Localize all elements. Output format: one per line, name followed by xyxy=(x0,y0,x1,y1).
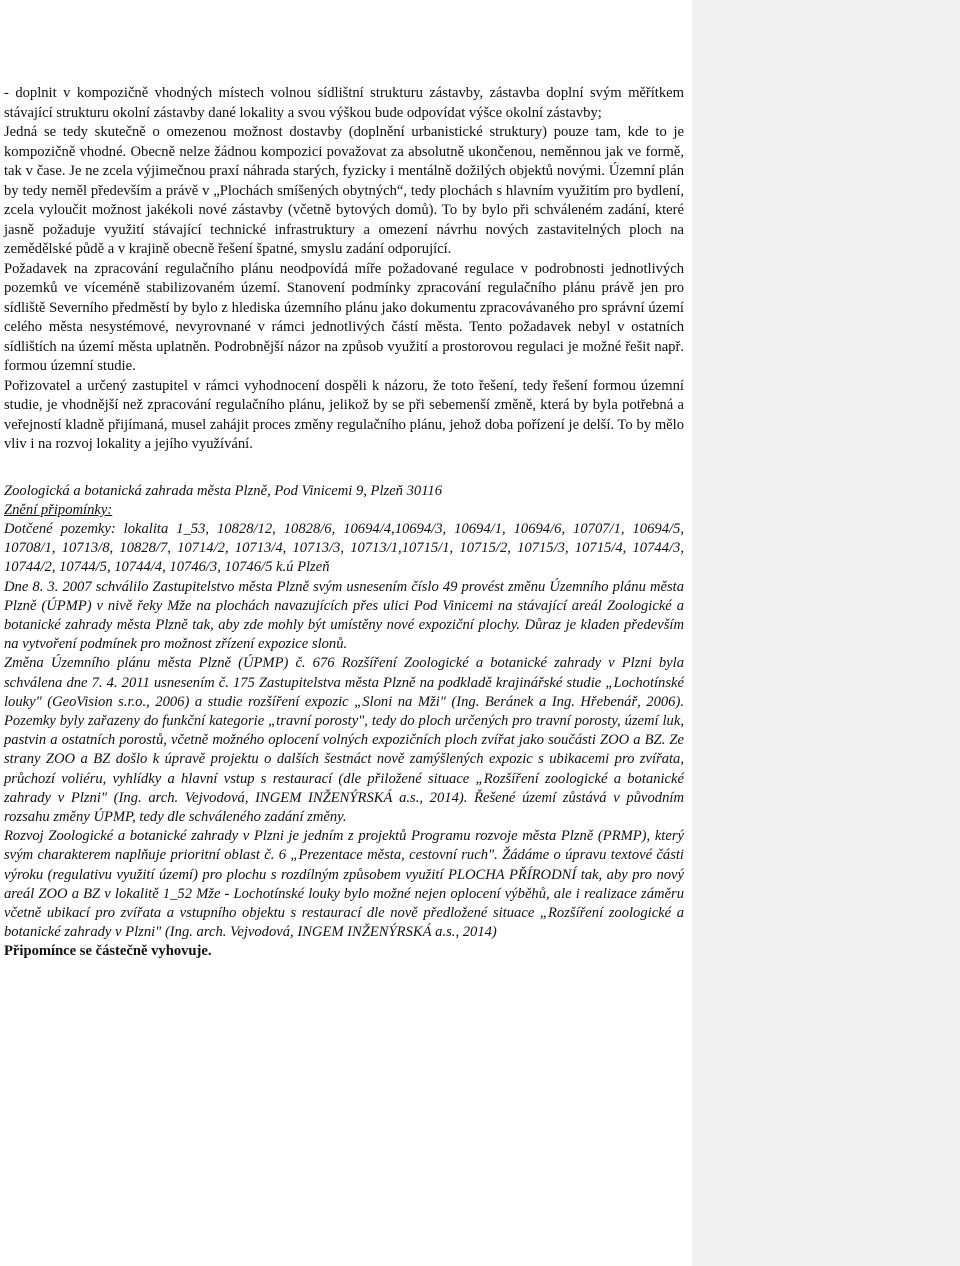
paragraph: Dotčené pozemky: lokalita 1_53, 10828/12, 10828/6, 10694/4,10694/3, 10694/1, 10694/6, 10707/1, 10694/5, 10708/1, 10713/8, 10828/7, 10714/2, 10713/4, 10713/3, 10713/1,10715/1, 10715/2, 10715/3, 10715/4, 10744/3, 10744/2, 10744/5, 10744/4, 10746/3, 10746/5 k.ú Plzeň xyxy=(4,520,684,576)
paragraph: Změna Územního plánu města Plzně (ÚPMP) č. 676 Rozšíření Zoologické a botanické zahrady v Plzni byla schválena dne 7. 4. 2011 usnesením č. 175 Zastupitelstva města Plzně na podkladě krajinářské studie „Lochotínské louky" (GeoVision s.r.o., 2006) a studie rozšíření expozic „Sloni na Mži" (Ing. Beránek a Ing. Hřebenář, 2006). Pozemky byly zařazeny do funkční kategorie „travní porosty", tedy do ploch určených pro travní porosty, území luk, pastvin a ostatních porostů, včetně možného oplocení volných expozičních ploch zvířat jako součásti ZOO a BZ. Ze strany ZOO a BZ došlo k úpravě projektu o dalších šestnáct nově zamýšlených expozic s ubikacemi pro zvířata, průchozí voliéru, vyhlídky a hlavní vstup s restaurací (dle přiložené situace „Rozšíření zoologické a botanické zahrady v Plzni" (Ing. arch. Vejvodová, INGEM INŽENÝRSKÁ a.s., 2014). Řešené území zůstává v původním rozsahu změny ÚPMP, tedy dle schváleného zadání změny. xyxy=(4,655,684,825)
document-body xyxy=(4,84,684,962)
conclusion: Připomínce se částečně vyhovuje. xyxy=(4,943,212,960)
paragraph: Pořizovatel a určený zastupitel v rámci vyhodnocení dospěli k názoru, že toto řešení, tedy řešení formou územní studie, je vhodnější než zpracování regulačního plánu, jelikož by se při sebemenší změně, která by byla potřebná a veřejností kladně přijímaná, musel zahájit proces změny regulačního plánu, jehož doba pořízení je delší. To by mělo vliv i na rozvoj lokality a jejího využívání. xyxy=(4,377,684,452)
upper-section xyxy=(4,84,684,455)
paragraph: Rozvoj Zoologické a botanické zahrady v Plzni je jedním z projektů Programu rozvoje města Plzně (PRMP), který svým charakterem naplňuje prioritní oblast č. 6 „Prezentace města, cestovní ruch". Žádáme o úpravu textové části výroku (regulativu využití území) pro plochu s rozdílným způsobem využití PLOCHA PŘÍRODNÍ tak, aby pro nový areál ZOO a BZ v lokalitě 1_52 Mže - Lochotínské louky bylo možné nejen oplocení výběhů, ale i realizace záměru včetně ubikací pro zvířata a vstupního objektu s restaurací dle nově předložené situace „Rozšíření zoologické a botanické zahrady v Plzni" (Ing. arch. Vejvodová, INGEM INŽENÝRSKÁ a.s., 2014) xyxy=(4,828,684,941)
comment-section xyxy=(4,482,684,962)
comment-margin xyxy=(692,0,960,1266)
comment-label: Znění připomínky: xyxy=(4,501,113,518)
paragraph: - doplnit v kompozičně vhodných místech volnou sídlištní strukturu zástavby, zástavba doplní svým měřítkem stávající strukturu okolní zástavby dané lokality a svou výškou bude odpovídat výšce okolní zástavby; xyxy=(4,85,684,121)
submitter-heading: Zoologická a botanická zahrada města Plzně, Pod Vinicemi 9, Plzeň 30116 xyxy=(4,482,443,499)
paragraph: Požadavek na zpracování regulačního plánu neodpovídá míře požadované regulace v podrobnosti jednotlivých pozemků ve víceméně stabilizovaném území. Stanovení podmínky zpracování regulačního plánu právě jen pro sídliště Severního předměstí by bylo z hlediska územního plánu jako dokumentu zpracovávaného pro správní území celého města nesystémové, nevyrovnané v rámci jednotlivých částí města. Tento požadavek nebyl v ostatních sídlištích na území města uplatněn. Podrobnější názor na způsob využití a prostorovou regulaci je možné řešit např. formou územní studie. xyxy=(4,260,684,374)
paragraph: Dne 8. 3. 2007 schválilo Zastupitelstvo města Plzně svým usnesením číslo 49 provést změnu Územního plánu města Plzně (ÚPMP) v nivě řeky Mže na plochách navazujících přes ulici Pod Vinicemi na stávající areál Zoologické a botanické zahrady města Plzně tak, aby zde mohly být umístěny nové expoziční plochy. Důraz je kladen především na vytvoření podmínek pro možnost zřízení expozice slonů. xyxy=(4,578,684,653)
paragraph: Jedná se tedy skutečně o omezenou možnost dostavby (doplnění urbanistické struktury) pouze tam, kde to je kompozičně vhodné. Obecně nelze žádnou kompozici považovat za absolutně ukončenou, neměnnou jak ve formě, tak v čase. Je ne zcela výjimečnou praxí náhrada starých, fyzicky i mentálně dožilých objektů novými. Územní plán by tedy neměl především a právě v „Plochách smíšených obytných“, tedy plochách s hlavním využitím pro bydlení, zcela vyloučit možnost jakékoli nové zástavby (včetně bytových domů). To by bylo při schváleném zadání, které jasně požaduje využití stávající technické infrastruktury a omezení návrhu nových zastavitelných ploch na zemědělské půdě a v krajině obecně řešení špatné, smyslu zadání odporující. xyxy=(4,124,684,257)
